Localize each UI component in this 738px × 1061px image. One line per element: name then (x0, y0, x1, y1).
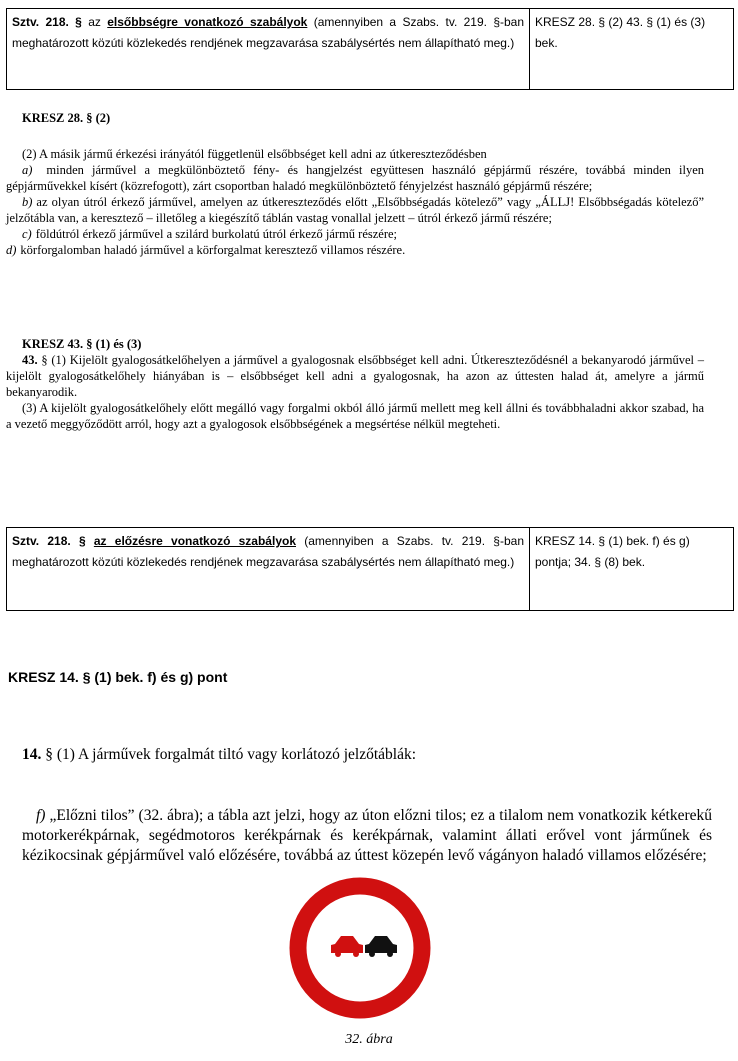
item-text: az olyan útról érkező járművel, amelyen az útkereszteződés előtt „Elsőbbségadás kötelező” vagy „ÁLLJ! Elsőbbségadás kötelező” jelzőtábla van, a keresztező – illetőleg a kiegészítő táblán vastag vonallal jelzett – útról érkező jármű részére; (6, 195, 704, 225)
paragraph-intro: (2) A másik jármű érkezési irányától függetlenül elsőbbséget kell adni az útkereszteződésben (22, 147, 487, 161)
rule-table-overtaking (6, 527, 734, 611)
item-text: „Előzni tilos” (32. ábra); a tábla azt jelzi, hogy az úton előzni tilos; ez a tilalom nem vonatkozik kétkerekű motorkerékpárnak, segédmotoros kerékpárnak és kerékpárnak, valamint állati erővel vont járműnek és kézikocsinak gépjárművel való előzésére, továbbá az úttest közepén levő vágányon haladó villamos előzésére; (22, 807, 712, 864)
item-text: földútról érkező járművel a szilárd burkolatú útról érkező jármű részére; (35, 227, 398, 241)
item-d (6, 242, 704, 258)
paragraph-number: 14. (22, 746, 42, 763)
paragraph-number: 43. (22, 353, 38, 367)
rule-topic-link: elsőbbségre vonatkozó szabályok (107, 15, 308, 29)
item-label: c) (22, 227, 32, 241)
rule-table-priority (6, 8, 734, 90)
item-label: b) (22, 195, 33, 209)
sztv-reference: Sztv. 218. § (12, 534, 86, 548)
section-heading: KRESZ 43. § (1) és (3) (22, 337, 142, 351)
item-c (6, 226, 704, 242)
item-text: minden járművel a megkülönböztető fény- és hangjelzést együttesen használó gépjármű részére, továbbá minden ilyen gépjárművekkel kísért (közrefogott), zárt csoportban haladó megkülönböztető fényjelzést használó gépjármű részére; (6, 163, 704, 193)
kresz-43-section (6, 336, 704, 432)
paragraph-1 (6, 352, 704, 400)
kresz-28-section (6, 110, 704, 258)
rule-cell-left (7, 9, 530, 90)
figure-caption: 32. ábra (345, 1032, 393, 1047)
connector-text: az (81, 15, 108, 29)
paragraph-text: § (1) A járművek forgalmát tiltó vagy korlátozó jelzőtáblák: (41, 746, 417, 763)
item-b (6, 194, 704, 226)
item-a (6, 162, 704, 194)
item-label: a) (22, 163, 33, 177)
rule-cell-right: KRESZ 28. § (2) 43. § (1) és (3) bek. (530, 9, 734, 90)
item-label: f) (36, 807, 46, 824)
item-label: d) (6, 243, 17, 257)
rule-cell-right: KRESZ 14. § (1) bek. f) és g) pontja; 34. § (8) bek. (530, 528, 734, 611)
paragraph-3: (3) A kijelölt gyalogosátkelőhely előtt megálló vagy forgalmi okból álló jármű mellett meg kell állni és továbbhaladni akkor szabad, ha a vezető meggyőződött arról, hogy azt a gyalogosok elsőbbségének a megsértése nélkül megteheti. (6, 401, 704, 431)
kresz-14-paragraph-1 (22, 745, 712, 765)
rule-condition-text: (amennyiben a Szabs. tv. 219. §-ban meghatározott közúti közlekedés rendjének megzavarása szabálysértés nem állapítható meg.) (12, 15, 525, 50)
section-heading: KRESZ 28. § (2) (22, 111, 111, 125)
kresz-14-item-f (22, 806, 712, 866)
kresz-14-heading: KRESZ 14. § (1) bek. f) és g) pont (8, 669, 228, 685)
sztv-reference: Sztv. 218. § (12, 15, 82, 29)
rule-cell-left (7, 528, 530, 611)
item-text: körforgalomban haladó járművel a körforgalmat keresztező villamos részére. (20, 243, 406, 257)
paragraph-text: § (1) Kijelölt gyalogosátkelőhelyen a járművel a gyalogosnak elsőbbséget kell adni. Útkereszteződésnél a bekanyarodó járművel – kijelölt gyalogosátkelőhely hiányában is – elsőbbséget kell adni a gyalogosnak, ha azon az úttesten halad át, amelyre a jármű bekanyarodik. (6, 353, 704, 399)
rule-topic-link: az előzésre vonatkozó szabályok (93, 534, 296, 548)
rule-condition-text: (amennyiben a Szabs. tv. 219. §-ban meghatározott közúti közlekedés rendjének megzavarása szabálysértés nem állapítható meg.) (12, 534, 524, 569)
no-overtaking-sign-icon (288, 876, 432, 1020)
